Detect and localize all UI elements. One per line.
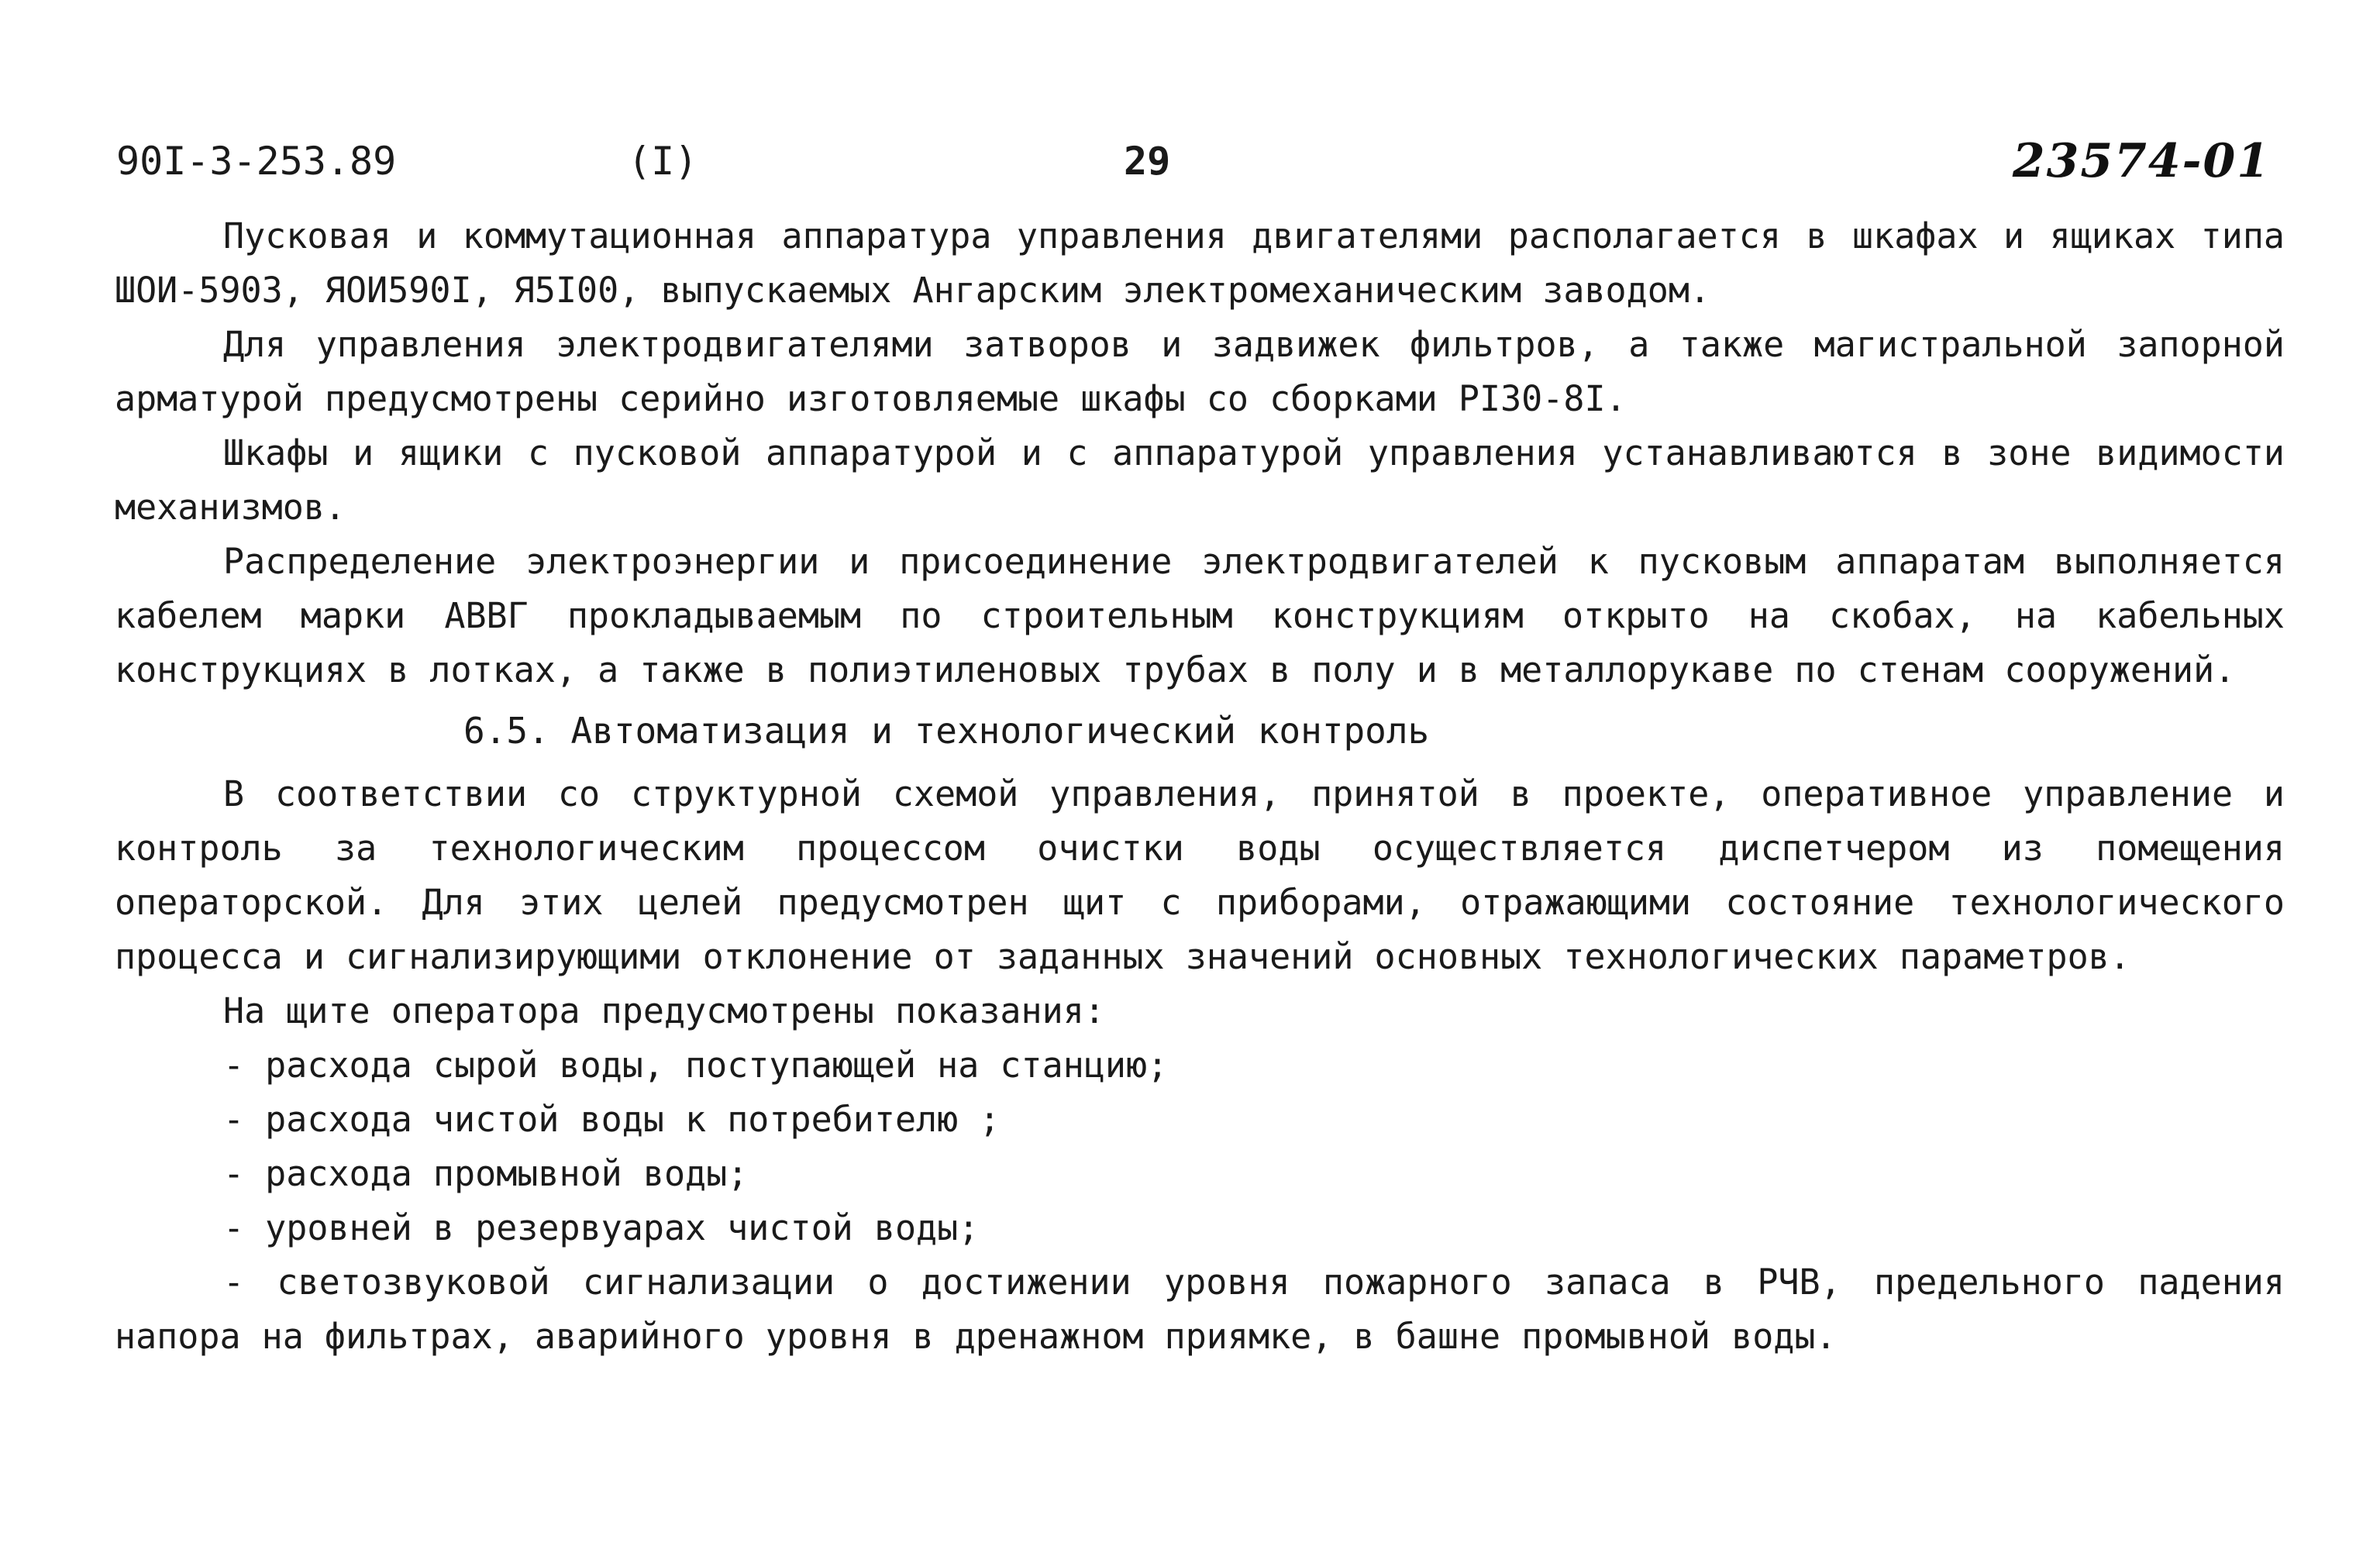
list-item: - расхода чистой воды к потребителю ; <box>223 1099 1001 1140</box>
paragraph: На щите оператора предусмотрены показания: <box>223 990 1105 1031</box>
document-code: 90I-3-253.89 <box>116 139 397 184</box>
paragraph: Пусковая и коммутационная аппаратура управления двигателями располагается в шкафах и ящиках типа ШОИ-5903, ЯОИ590I, Я5I00, выпускаемых Ангарским электромеханическим заводом. <box>115 215 2285 311</box>
section-heading: 6.5. Автоматизация и технологический контроль <box>463 710 1430 752</box>
paragraph: Шкафы и ящики с пусковой аппаратурой и с аппаратурой управления устанавливаются в зоне видимости механизмов. <box>115 432 2285 528</box>
paragraph: В соответствии со структурной схемой управления, принятой в проекте, оперативное управление и контроль за технологическим процессом очистки воды осуществляется диспетчером из помещения операторской. Для этих целей предусмотрен щит с приборами, отражающими состояние технологического процесса и сигнализирующими отклонение от заданных значений основных технологических параметров. <box>115 773 2285 977</box>
list-item: - расхода сырой воды, поступающей на станцию; <box>223 1045 1169 1086</box>
list-item: - светозвуковой сигнализации о достижении уровня пожарного запаса в РЧВ, предельного падения напора на фильтрах, аварийного уровня в дренажном приямке, в башне промывной воды. <box>115 1262 2285 1357</box>
page-header <box>116 130 2271 192</box>
issue-number: (I) <box>628 139 698 184</box>
paragraph: Для управления электродвигателями затворов и задвижек фильтров, а также магистральной запорной арматурой предусмотрены серийно изготовляемые шкафы со сборками PI30-8I. <box>115 324 2285 419</box>
list-item: - расхода промывной воды; <box>223 1153 749 1194</box>
inventory-number: 23574-01 <box>2012 134 2271 188</box>
page-number: 29 <box>1124 139 1171 184</box>
indications-list <box>115 1038 2285 1364</box>
list-item: - уровней в резервуарах чистой воды; <box>223 1207 980 1248</box>
body-text <box>115 209 2285 1364</box>
paragraph: Распределение электроэнергии и присоединение электродвигателей к пусковым аппаратам выполняется кабелем марки АВВГ прокладываемым по строительным конструкциям открыто на скобах, на кабельных конструкциях в лотках, а также в полиэтиленовых трубах в полу и в металлорукаве по стенам сооружений. <box>115 541 2285 690</box>
